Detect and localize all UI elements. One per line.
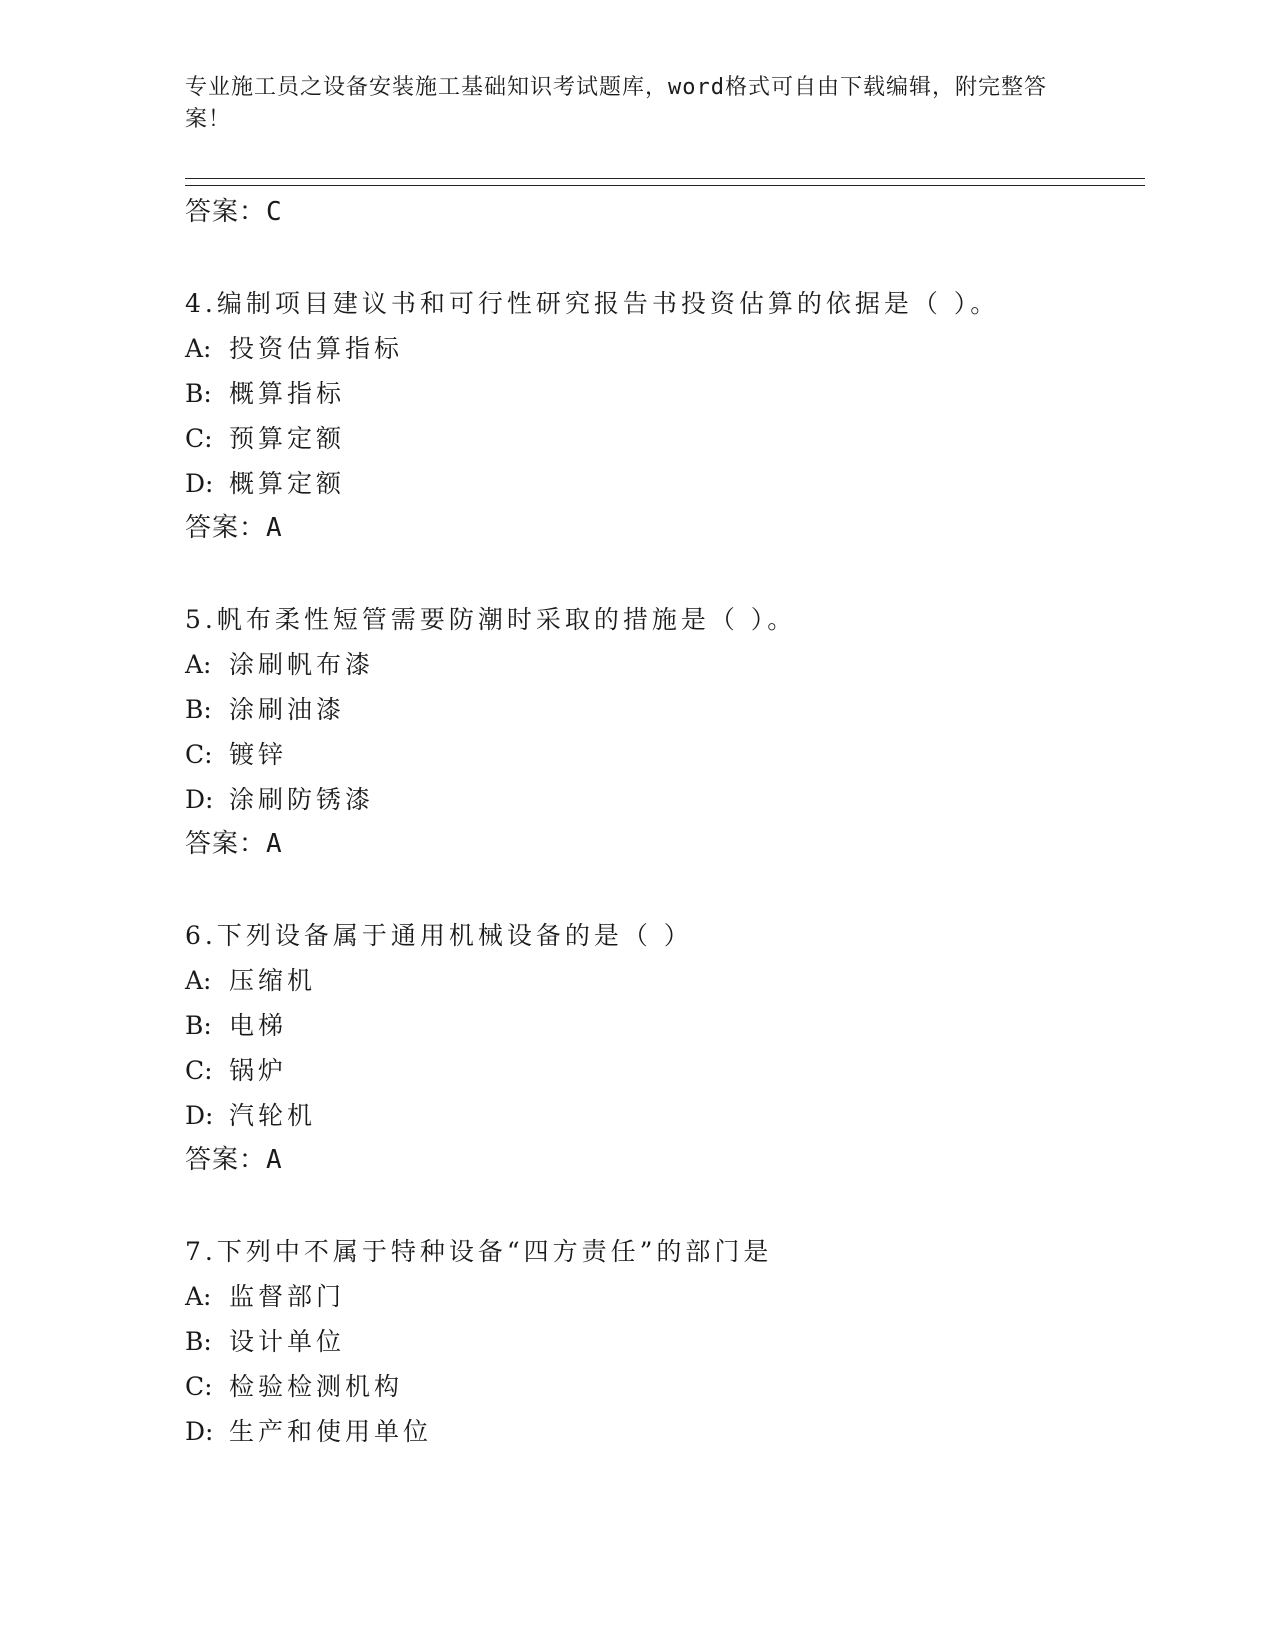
option-d <box>185 777 1145 822</box>
option-text: 监督部门 <box>229 1282 346 1311</box>
option-key: C: <box>185 1372 213 1401</box>
option-key: B: <box>185 1327 212 1356</box>
option-d <box>185 461 1145 506</box>
option-key: D: <box>185 785 214 814</box>
option-d <box>185 1093 1145 1138</box>
option-text: 电梯 <box>229 1011 288 1040</box>
option-a <box>185 642 1145 687</box>
option-text: 检验检测机构 <box>229 1372 404 1401</box>
option-b <box>185 687 1145 732</box>
option-c <box>185 1364 1145 1409</box>
option-text: 涂刷油漆 <box>229 695 346 724</box>
header-divider <box>185 178 1145 186</box>
option-c <box>185 416 1145 461</box>
option-text: 镀锌 <box>229 740 288 769</box>
option-key: A: <box>185 334 212 363</box>
answer-line <box>185 822 1145 866</box>
answer-line <box>185 190 1145 234</box>
option-d <box>185 1409 1145 1454</box>
option-text: 预算定额 <box>229 424 346 453</box>
question-list <box>185 190 1145 1454</box>
answer-value: C <box>266 197 283 227</box>
answer-value: A <box>266 513 283 543</box>
option-key: B: <box>185 379 212 408</box>
answer-value: A <box>266 829 283 859</box>
answer-label: 答案： <box>185 513 267 543</box>
answer-label: 答案： <box>185 197 267 227</box>
question-block <box>185 281 1145 550</box>
option-text: 涂刷帆布漆 <box>229 650 375 679</box>
option-text: 概算指标 <box>229 379 346 408</box>
question-block <box>185 913 1145 1182</box>
option-key: D: <box>185 469 214 498</box>
option-text: 压缩机 <box>229 966 317 995</box>
answer-line <box>185 506 1145 550</box>
question-block <box>185 1229 1145 1454</box>
option-b <box>185 1319 1145 1364</box>
option-b <box>185 371 1145 416</box>
question-title: 7.下列中不属于特种设备“四方责任”的部门是 <box>185 1237 773 1266</box>
option-text: 生产和使用单位 <box>229 1417 433 1446</box>
option-c <box>185 732 1145 777</box>
option-text: 投资估算指标 <box>229 334 404 363</box>
question-title: 6.下列设备属于通用机械设备的是（ ） <box>185 921 693 950</box>
option-key: D: <box>185 1417 214 1446</box>
option-text: 锅炉 <box>229 1056 288 1085</box>
question-title: 5.帆布柔性短管需要防潮时采取的措施是（ ）。 <box>185 605 797 634</box>
option-key: B: <box>185 1011 212 1040</box>
question-block <box>185 597 1145 866</box>
option-a <box>185 326 1145 371</box>
option-text: 涂刷防锈漆 <box>229 785 375 814</box>
option-key: C: <box>185 1056 213 1085</box>
option-a <box>185 958 1145 1003</box>
document-header: 专业施工员之设备安装施工基础知识考试题库，word格式可自由下载编辑，附完整答案！ <box>185 75 1047 132</box>
answer-label: 答案： <box>185 1145 267 1175</box>
option-text: 概算定额 <box>229 469 346 498</box>
option-key: C: <box>185 740 213 769</box>
option-b <box>185 1003 1145 1048</box>
answer-value: A <box>266 1145 283 1175</box>
option-key: A: <box>185 1282 212 1311</box>
option-text: 汽轮机 <box>229 1101 317 1130</box>
option-key: D: <box>185 1101 214 1130</box>
answer-label: 答案： <box>185 829 267 859</box>
option-key: A: <box>185 650 212 679</box>
option-key: C: <box>185 424 213 453</box>
option-c <box>185 1048 1145 1093</box>
option-key: B: <box>185 695 212 724</box>
question-title: 4.编制项目建议书和可行性研究报告书投资估算的依据是（ ）。 <box>185 289 1000 318</box>
option-a <box>185 1274 1145 1319</box>
answer-line <box>185 1138 1145 1182</box>
option-text: 设计单位 <box>229 1327 346 1356</box>
option-key: A: <box>185 966 212 995</box>
